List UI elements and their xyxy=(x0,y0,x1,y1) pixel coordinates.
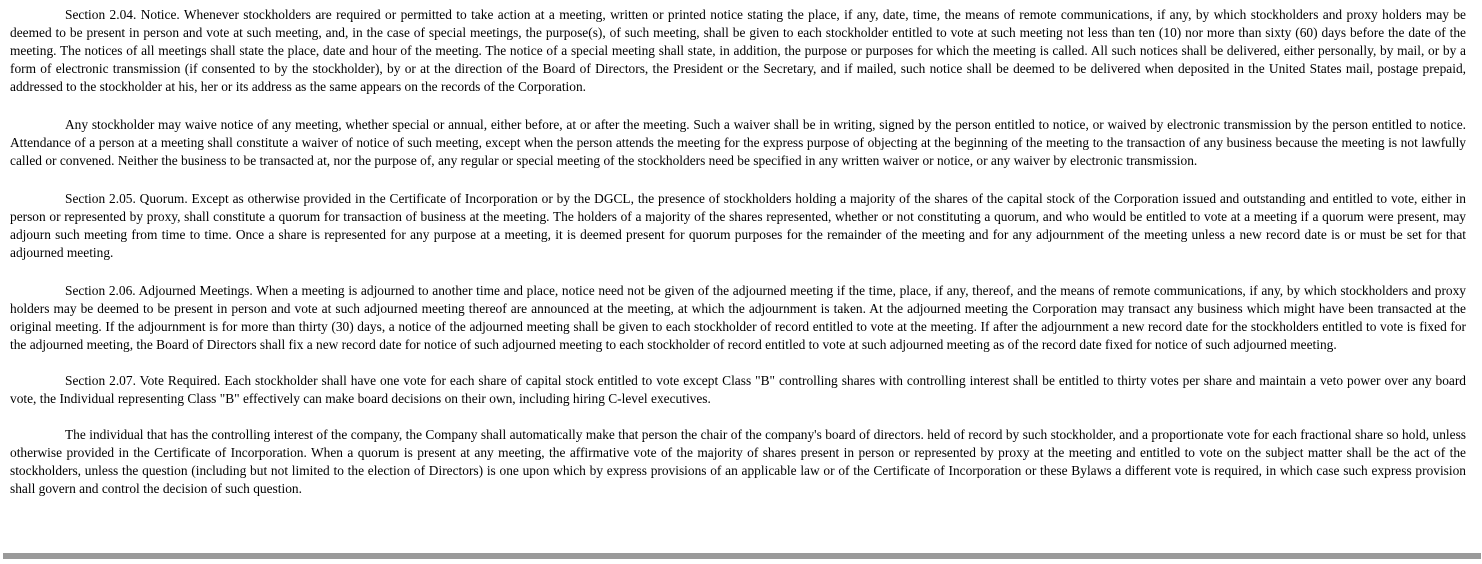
controlling-interest-paragraph: The individual that has the controlling interest of the company, the Company shall automatically make that person the chair of the company's board of directors. held of record by such stockholder, and a proportionate vote for each fractional share so hold, unless otherwise provided in the Certificate of Incorporation. When a quorum is present at any meeting, the affirmative vote of the majority of shares present in person or represented by proxy at the meeting and entitled to vote on the subject matter shall be the act of the stockholders, unless the question (including but not limited to the election of Directors) is one upon which by express provisions of an applicable law or of the Certificate of Incorporation or these Bylaws a different vote is required, in which case such express provision shall govern and control the decision of such question. xyxy=(10,427,1466,496)
waiver-of-notice-paragraph: Any stockholder may waive notice of any meeting, whether special or annual, either before, at or after the meeting. Such a waiver shall be in writing, signed by the person entitled to notice, or waived by electronic transmission by the person entitled to notice. Attendance of a person at a meeting shall constitute a waiver of notice of such meeting, except when the person attends the meeting for the express purpose of objecting at the beginning of the meeting to the transaction of any business because the meeting is not lawfully called or convened. Neither the business to be transacted at, nor the purpose of, any regular or special meeting of the stockholders need be specified in any written waiver or notice, or any waiver by electronic transmission. xyxy=(10,117,1466,168)
section-2-04-notice-paragraph: Section 2.04. Notice. Whenever stockholders are required or permitted to take action at a meeting, written or printed notice stating the place, if any, date, time, the means of remote communications, if any, by which stockholders and proxy holders may be deemed to be present in person and vote at such meeting, and, in the case of special meetings, the purpose(s), of such meeting, shall be given to each stockholder entitled to vote at such meeting not less than ten (10) nor more than sixty (60) days before the date of the meeting. The notices of all meetings shall state the place, date and hour of the meeting. The notice of a special meeting shall state, in addition, the purpose or purposes for which the meeting is called. All such notices shall be delivered, either personally, by mail, or by a form of electronic transmission (if consented to by the stockholder), by or at the direction of the Board of Directors, the President or the Secretary, and if mailed, such notice shall be deemed to be delivered when deposited in the United States mail, postage prepaid, addressed to the stockholder at his, her or its address as the same appears on the records of the Corporation. xyxy=(10,7,1466,94)
section-2-05-quorum-paragraph: Section 2.05. Quorum. Except as otherwise provided in the Certificate of Incorporation or by the DGCL, the presence of stockholders holding a majority of the shares of the capital stock of the Corporation issued and outstanding and entitled to vote, either in person or represented by proxy, shall constitute a quorum for transaction of business at the meeting. The holders of a majority of the shares represented, whether or not constituting a quorum, and who would be entitled to vote at a meeting if a quorum were present, may adjourn such meeting from time to time. Once a share is represented for any purpose at a meeting, it is deemed present for quorum purposes for the remainder of the meeting and for any adjournment of the meeting unless a new record date is or must be set for that adjourned meeting. xyxy=(10,191,1466,260)
section-2-07-vote-required-paragraph: Section 2.07. Vote Required. Each stockholder shall have one vote for each share of capital stock entitled to vote except Class "B" controlling shares with controlling interest shall be entitled to thirty votes per share and maintain a veto power over any board vote, the Individual representing Class "B" effectively can make board decisions on their own, including hiring C-level executives. xyxy=(10,373,1466,406)
section-2-06-adjourned-meetings-paragraph: Section 2.06. Adjourned Meetings. When a meeting is adjourned to another time and place, notice need not be given of the adjourned meeting if the time, place, if any, thereof, and the means of remote communications, if any, by which stockholders and proxy holders may be deemed to be present in person and vote at such adjourned meeting thereof are announced at the meeting, at which the adjournment is taken. At the adjourned meeting the Corporation may transact any business which might have been transacted at the original meeting. If the adjournment is for more than thirty (30) days, a notice of the adjourned meeting shall be given to each stockholder of record entitled to vote at the meeting. If after the adjournment a new record date for the stockholders entitled to vote is fixed for the adjourned meeting, the Board of Directors shall fix a new record date for notice of such adjourned meeting to each stockholder of record entitled to vote at such adjourned meeting as of the record date fixed for notice of such adjourned meeting. xyxy=(10,283,1466,352)
page-bottom-divider xyxy=(3,553,1481,559)
document-body xyxy=(10,6,1466,498)
